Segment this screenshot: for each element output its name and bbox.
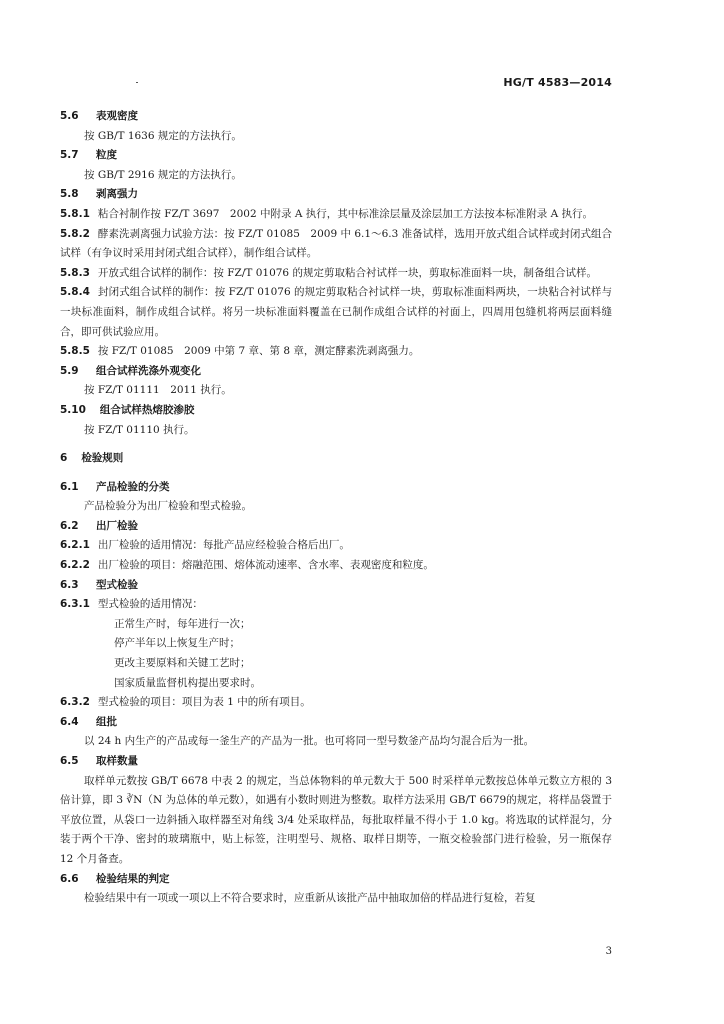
section-paragraph: 取样单元数按 GB/T 6678 中表 2 的规定，当总体物料的单元数大于 500 时采样单元数按总体单元数立方根的 3 倍计算，即 3 ∛N（N 为总体的单元数），如遇有小数时则进为整数。取样方法采用 GB/T 6679的规定，将样品袋置于平放位置，从袋口一边斜插入取样器至对角线 3/4 处采取样品，每批取样量不得小于 1.0 kg。将选取的试样混匀，分装于两个干净、密封的玻璃瓶中，贴上标签，注明型号、规格、取样日期等，一瓶交检验部门进行检验，另一瓶保存 12 个月备查。 <box>60 774 612 865</box>
section-paragraph: 检验结果中有一项或一项以上不符合要求时，应重新从该批产品中抽取加倍的样品进行复检，若复 <box>84 892 536 905</box>
section-heading: 6.2 出厂检验 <box>60 519 138 532</box>
section-paragraph: 按 GB/T 2916 规定的方法执行。 <box>84 168 242 181</box>
section-heading: 5.6 表观密度 <box>60 110 138 122</box>
subsection-paragraph: 5.8.3 开放式组合试样的制作：按 FZ/T 01076 的规定剪取粘合衬试样一块，剪取标准面料一块，制备组合试样。 <box>60 266 597 279</box>
subsection-paragraph: 6.3.1 型式检验的适用情况： <box>60 598 203 611</box>
section-heading: 6.1 产品检验的分类 <box>60 480 170 493</box>
section-paragraph: 按 FZ/T 01111 2011 执行。 <box>84 384 232 397</box>
section-heading: 5.7 粒度 <box>60 149 117 162</box>
subsection-paragraph: 5.8.1 粘合衬制作按 FZ/T 3697 2002 中附录 A 执行，其中标准涂层量及涂层加工方法按本标准附录 A 执行。 <box>60 207 593 220</box>
chapter-heading: 6 检验规则 <box>60 452 124 465</box>
page-number: 3 <box>605 946 612 957</box>
section-paragraph: 产品检验分为出厂检验和型式检验。 <box>84 500 252 513</box>
section-heading: 5.10 组合试样热熔胶渗胶 <box>60 403 195 416</box>
section-paragraph: 以 24 h 内生产的产品或每一釜生产的产品为一批。也可将同一型号数釜产品均匀混合后为一批。 <box>84 735 535 748</box>
list-item: 国家质量监督机构提出要求时。 <box>114 676 261 689</box>
subsection-paragraph: 5.8.5 按 FZ/T 01085 2009 中第 7 章、第 8 章，测定酵素洗剥离强力。 <box>60 345 420 358</box>
standard-number: HG/T 4583—2014 <box>503 76 612 89</box>
subsection-paragraph: 5.8.2 酵素洗剥离强力试验方法：按 FZ/T 01085 2009 中 6.1～6.3 准备试样，选用开放式组合试样或封闭式组合试样（有争议时采用封闭式组合试样），制作组合试样。 <box>60 227 612 260</box>
section-heading: 5.8 剥离强力 <box>60 188 138 201</box>
subsection-paragraph: 5.8.4 封闭式组合试样的制作：按 FZ/T 01076 的规定剪取粘合衬试样一块，剪取标准面料两块，一块粘合衬试样与一块标准面料，制作成组合试样。将另一块标准面料覆盖在已制作成组合试样的衬面上，四周用包缝机将两层面料缝合，即可供试验应用。 <box>60 286 612 338</box>
subsection-paragraph: 6.3.2 型式检验的项目：项目为表 1 中的所有项目。 <box>60 696 311 709</box>
section-heading: 6.3 型式检验 <box>60 578 138 591</box>
subsection-paragraph: 6.2.2 出厂检验的项目：熔融范围、熔体流动速率、含水率、表观密度和粒度。 <box>60 559 434 572</box>
section-paragraph: 按 FZ/T 01110 执行。 <box>84 423 195 436</box>
scan-speck <box>136 82 138 83</box>
section-heading: 6.6 检验结果的判定 <box>60 872 170 885</box>
page-content <box>60 107 612 909</box>
section-heading: 5.9 组合试样洗涤外观变化 <box>60 364 201 377</box>
list-item: 停产半年以上恢复生产时； <box>114 637 240 650</box>
section-heading: 6.4 组批 <box>60 715 117 728</box>
list-item: 更改主要原料和关键工艺时； <box>114 657 251 670</box>
list-item: 正常生产时，每年进行一次； <box>114 617 251 630</box>
section-paragraph: 按 GB/T 1636 规定的方法执行。 <box>84 129 242 142</box>
section-heading: 6.5 取样数量 <box>60 755 138 767</box>
subsection-paragraph: 6.2.1 出厂检验的适用情况：每批产品应经检验合格后出厂。 <box>60 539 350 552</box>
